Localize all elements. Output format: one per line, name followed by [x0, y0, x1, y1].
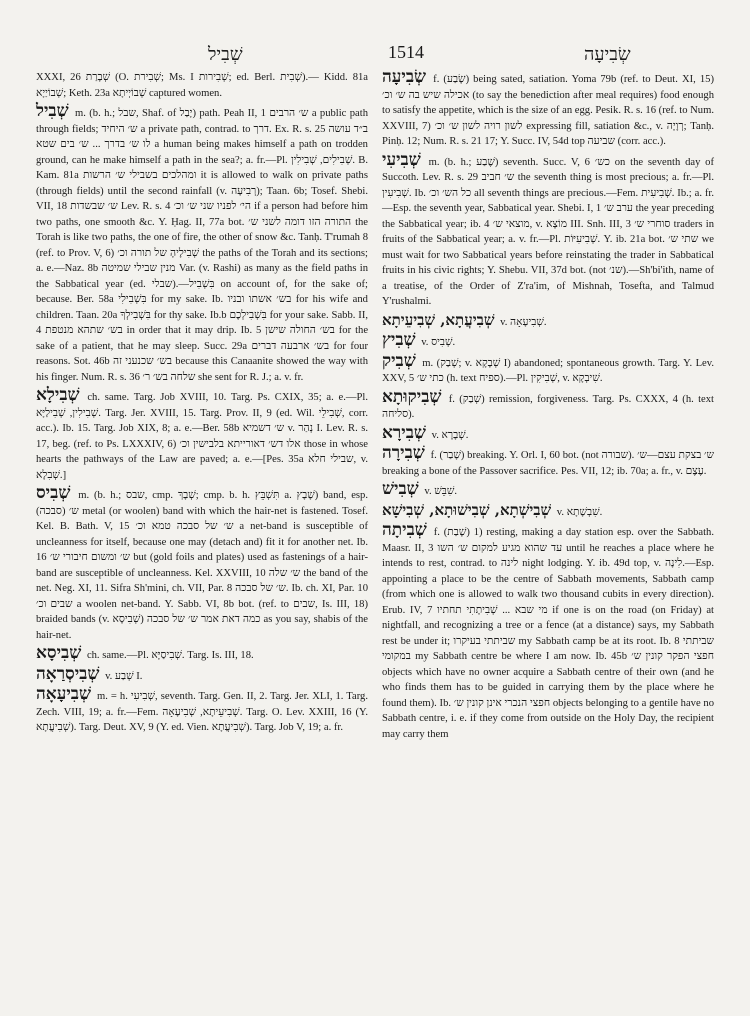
- entry: [382, 350, 715, 387]
- entry: [382, 422, 714, 444]
- entry-text: m. = h. שְׁבִיעִי, seventh. Targ. Gen. II, 2. Targ. Jer. XLI, 1. Targ. Zech. VIII, 19; a. fr.—Fem. שְׁבִיעֵיתָא, שְׁבִיעָאָה. Targ. O. Lev. XXIII, 16 (Y. שְׁבִיעֲתָא). Targ. Deut. XV, 9 (Y. ed. Vien. שְׁבִיעֲתָא). Targ. Job V, 19; a. fr.: [36, 691, 368, 733]
- entry: [382, 330, 714, 351]
- entry: [382, 149, 715, 310]
- lemma: שְׁבִילָא: [36, 385, 80, 405]
- entry: [36, 385, 368, 483]
- lemma: שְׁבִיסְרַאָה: [36, 663, 100, 684]
- lemma: שְׁבִיקוּתָא: [382, 386, 442, 407]
- lemma: שְׁבִיעֲתָא, שְׁבִיעֵיתָא: [382, 310, 495, 329]
- lemma: שְׁבִיץ: [382, 330, 416, 350]
- text-columns: [36, 67, 715, 745]
- entry-text: v. שְׁבִיעָאָה.: [500, 316, 547, 328]
- entry: [382, 310, 714, 331]
- entry-text: m. (שְׁבַק; v. שְׁבָקָא I) abandoned; spontaneous growth. Targ. Y. Lev. XXV, 5 כתי ש׳ (h. text ספיח).—Pl. שְׁבִיקִין, v. שִׁיבְקָא.: [382, 357, 715, 384]
- lemma: שְׁבִישְׁתָא, שְׁבִישׁוּתָא, שְׁבִישָׁא: [382, 500, 552, 519]
- lemma: שְׂבִיעָה: [382, 67, 427, 87]
- lemma: שְׁבִיק: [382, 350, 416, 371]
- lemma: שְׁבִיתָה: [382, 520, 427, 540]
- entry-text: m. (b. h.; שבס, cmp. שְׁבָךְ; cmp. b. h. תִּשְׁבֵּץ a. שָׁבָץ) band, esp. (סבכה) ש׳ metal (or woolen) band with which the hair-net is fastened. Tosef. Kel. B. Bath. V, 15 ש׳ של סבכה טמא וכ׳ a net-band is susceptible of uncleanness for itself, because one may (detach and) fit it for another net. Ib. 16 ש׳ ומשום חיבורי ש׳ but (gold foils and plates) used as fastenings of a hair-band are susceptible of uncleanness. Kel. XXVIII, 10 ש׳ שלה the band of the net. Neg. XI, 11. Sifra Sh'mini, ch. VII, Par. 8 ש׳ של סבכה. Ib. ch. XI, Par. 10 שבים וכ׳ a woolen net-band. Y. Sabb. VI, 8b bot. (ref. to שבים, Is. III, 18) braided bands (v. שְׁבִיסָא) כמה דאת אמר ש׳ של סבכה as you say, shabis of the hair-net.: [36, 490, 369, 641]
- entry: [36, 643, 368, 664]
- lemma: שְׁבִירָה: [382, 443, 425, 463]
- lemma: שְׁבִיעָאָה: [36, 684, 92, 704]
- entry-text: v. שְׁבִיס.: [421, 337, 456, 348]
- entry: [382, 520, 715, 742]
- entry-text: ch. same.—Pl. שְׁבִיסַיָּא. Targ. Is. III, 18.: [86, 650, 254, 661]
- entry: [36, 483, 369, 643]
- entry: [36, 663, 368, 685]
- entry-text: XXXI, 26 שְׁבָרַת (O. שְׁבִירת; Ms. I שְׁבִירות; ed. Berl. שְׁבִית).— Kidd. 81a שְׁבוֹיַיָא; Keth. 23a שְׁבוֹיְיתָא captured women.: [36, 72, 369, 99]
- entry-text: m. (b. h.; שֶׁבַע) seventh. Succ. V, 6 כש׳ on the seventh day of Succoth. Lev. R. s. 29 ש׳ חביב the seventh thing is most precious; a. fr.—Pl. שְׁבִיעִין. Ib. כל הש׳ וכ׳ all seventh things are precious.—Fem. שְׁבִיעִית. Ib.; a. fr.—Esp. the seventh year, Sabbatical year. Shebi. I, 1 ערב ש׳ the year preceding the Sabbatical year; ib. 4 מוצאי ש׳, v. מוֹצָא III. Snh. III, 3 סוחרי ש׳ traders in fruits of the Sabbatical year; a. v. fr.—Pl. שְׁבִיעִיּוֹת. Y. ib. 21a bot. שתי ש׳ we must wait for two Sabbatical years before reinstating the trader in Sabbatical fruits in his civic rights; Y. Shebu. VII, 37d bot. (not שנ׳).—Sh'bi'ith, name of a treatise, of the Order of Z'ra'im, of Mishnah, Tosefta, and Talmud Y'rushalmi.: [382, 156, 715, 307]
- lemma: שְׁבִישׁ: [382, 479, 419, 499]
- header-right-guideword: שְׂבִיעָה: [584, 44, 631, 65]
- entry-text: f. (שְׁבַק) remission, forgiveness. Targ. Ps. CXXX, 4 (h. text סליחה).: [382, 393, 714, 420]
- entry-text: v. שְׁבָרָא.: [431, 429, 469, 441]
- entry-text: v. שְׁבַע I.: [105, 670, 143, 682]
- lemma: שְׁבִיל: [36, 101, 69, 121]
- lemma: שְׁבִיסָא: [36, 643, 82, 663]
- entry-text: ch. same. Targ. Job XVIII, 10. Targ. Ps. CXIX, 35; a. e.—Pl. שְׁבִילִין, שְׁבִילַיָּא. Targ. Jer. XVIII, 15. Targ. Prov. II, 9 (ed. Wil. שְׁבִילֵי, corr. acc.). Ib. 15. Targ. Job XIX, 8; a. e.—Ber. 58b ש׳ דשמיא v. נְהַר I. Lev. R. s. 17, beg. (ref. to Ps. LXXXIV, 6) אלו דש׳ דאורייתא בלבישין וכ׳ those in whose hearts the pathways of the Law are paved; a. e.—[Pes. 35a שבילי חלא, v. שְׁבִלָא.]: [36, 392, 368, 481]
- entry-text: v. שִׁבְשָׁתָא.: [556, 506, 603, 518]
- left-column: [36, 70, 368, 745]
- lemma: שְׁבִיס: [36, 483, 71, 503]
- entry-text: f. (שָׁבַת) 1) resting, making a day station esp. over the Sabbath. Maasr. II, 3 עד שהוא מגיע למקום ש׳ השו until he reaches a place where he intends to rest, contrad. to לינה night lodging. Y. ib. 49d top, v. לִינָה.—Esp. appointing a place to be the centre of Sabbath movements, Sabbath camp (from which one is allowed to walk two thousand cubits in every direction). Erub. IV, 7 מי שבא ... שְׁבִיתָתִי תחתיו if one is on the road (on Friday) at nightfall, and recognizing a tree or a fence (at a distance) says, my Sabbath rest be under it; שביתתי בעיקרו my Sabbath camp be at its root. Ib. 8 שביתתי במקומי my Sabbath centre be where I am now. Ib. 45b חפצי הפקר קונין ש׳ objects which have no owner acquire a Sabbath centre of their own (and he who finds them has to be guided in carrying them by the place where he found them). Ib. חפצי הנכרי אינן קונין ש׳ objects belonging to a gentile have no Sabbath centre, i. e. if they come from outside on the Holy Day, the recipient may carry them: [382, 527, 715, 740]
- entry: [382, 67, 714, 150]
- entry: [382, 443, 715, 479]
- right-column: [382, 67, 715, 745]
- page-number: 1514: [388, 42, 424, 62]
- entry: [382, 479, 714, 500]
- lemma: שְׁבִיעִי: [382, 149, 421, 170]
- header-left-guideword: שְׁבִיל: [208, 44, 243, 65]
- entry-text: m. (b. h.; שבל, Shaf. of יָבַל) path. Peah II, 1 ש׳ הרבים a public path through fields; ש׳ היחיד a private path, contrad. to דרך. Ex. R. s. 25 ב״ד עושה לו ש׳ בדרך ... ש׳ בים שטא a human being makes himself a path on trodden ground, can he make himself a path in the sea?; a. fr.—Pl. שְׁבִילִים, שְׁבִילִין. B. Kam. 81a ומהלכים בשבילי ש׳ הרשות it is allowed to walk on private paths (through fields) until the second rainfall (v. רְבִיעָה); Taan. 6b; Tosef. Shebi. VII, 18 ש׳ שבשדות Lev. R. s. 4 הי׳ לפניו שני ש׳ וכ׳ if a person had before him two paths, one smooth &c. Y. Ḥag. II, 77a bot. התורה הזו דומה לשני ש׳ the Torah is like two paths, the one of fire, the other of snow &c. Tanḥ. T'rumah 8 (ref. to Prov. V, 6) שְׁבִילָיהָ של תורה וכ׳ the paths of the Torah and its sections; a. e.—Naz. 8b מנין שבילי שמיטה Var. (v. Rashi) as many as the field paths in the Sabbatical year (ed. שבלי).—בִּשְׁבִיל on account of, for the sake of; because. Ber. 58a בִּשְׁבִילִי for my sake. Ib. בש׳ אשתו ובניו for his wife and children. Taan. 20a בִּשְׁבִילְךָ for thy sake. Ib.b בִּשְׁבִילְכֶם for your sake. Sabb. II, 4 בש׳ שתהא מנטפת in order that it may drip. Ib. 5 בש׳ החולה שישן for the sake of a patient, that he may sleep. Succ. 29a בש׳ ארבעה דברים for four reasons. Sot. 46b בש׳ שכנעני זה because this Canaanite showed the way with his finger. Num. R. s. 36 שלחה בש׳ ר׳ she sent for R. J.; a. v. fr.: [36, 108, 369, 383]
- entry: [36, 101, 369, 385]
- entry-continuation: [36, 70, 368, 101]
- entry: [382, 386, 714, 423]
- entry: [382, 500, 714, 521]
- entry: [36, 684, 368, 736]
- page-header: [36, 30, 714, 70]
- entry-text: f. (שָׂבַע) being sated, satiation. Yoma 79b (ref. to Deut. XI, 15) אכילה שיש בה ש׳ וכ׳ (to say the benediction after meal requires) food enough to satisfy the appetite, which is the size of an egg. Pesik. R. s. 16 (ref. to Num. XXVIII, 7) לשון רויה לשון ש׳ וכ׳ expressing fill, satiation &c., v. רְוָיָה; Tanḥ. Pinḥ. 12; Num. R. s. 21 17; Y. Succ. IV, 54d top שביעה (corr. acc.).: [382, 74, 714, 147]
- entry-text: f. (שָׁבַר) breaking. Y. Orl. I, 60 bot. (not שבורה). ש׳ בצקת עצם—ש׳ breaking a bone of the Passover sacrifice. Pes. VII, 12; ib. 70a; a. fr., v. עֶצֶם.: [382, 450, 715, 477]
- entry-text: v. שִׁבֵּשׁ.: [424, 486, 458, 497]
- lemma: שְׁבִירָא: [382, 422, 426, 443]
